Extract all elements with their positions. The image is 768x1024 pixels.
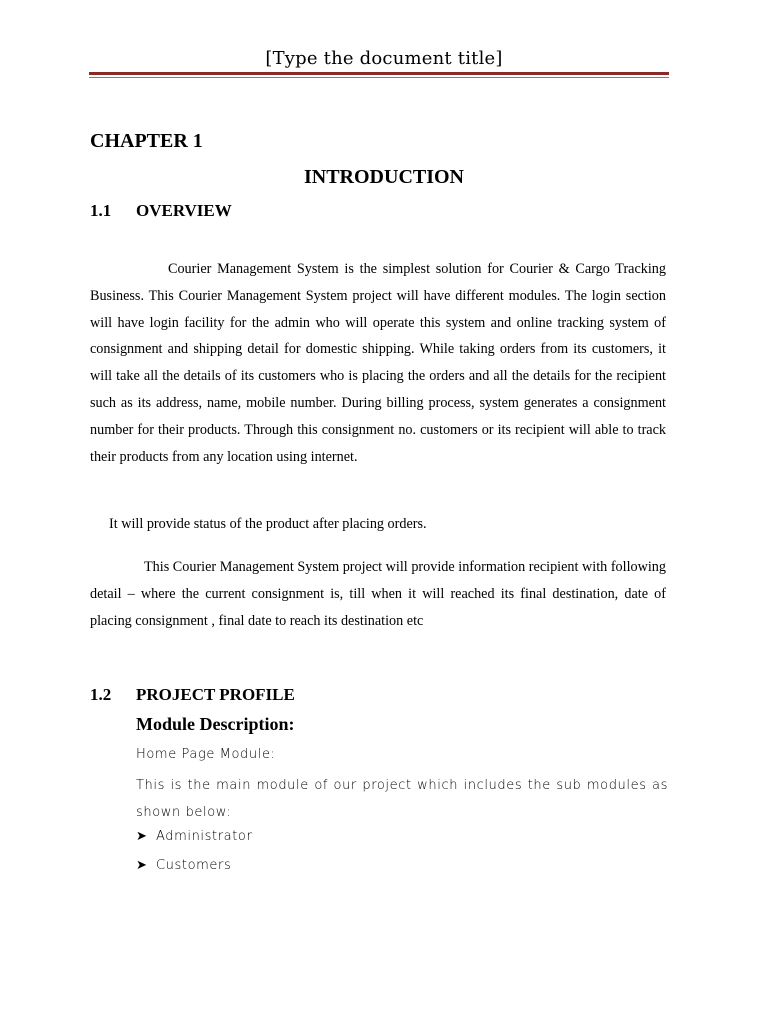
chapter-heading: INTRODUCTION	[303, 166, 465, 188]
bullet-label-administrator: Administrator	[156, 829, 253, 844]
bullet-label-customers: Customers	[156, 858, 232, 873]
section-title-overview: OVERVIEW	[136, 201, 232, 220]
header-rule-thin	[89, 77, 669, 78]
list-item	[136, 829, 252, 844]
home-page-module-label: Home Page Module:	[136, 747, 276, 762]
arrow-bullet-icon: ➤	[136, 858, 148, 873]
main-module-description: This is the main module of our project which includes the sub modules as shown below:	[136, 778, 668, 820]
module-description-heading: Module Description:	[136, 714, 295, 734]
arrow-bullet-icon: ➤	[136, 829, 148, 844]
section-number-overview: 1.1	[90, 201, 112, 220]
chapter-label: CHAPTER 1	[90, 130, 203, 152]
header-rule-thick	[89, 72, 669, 75]
document-header-title[interactable]: [Type the document title]	[265, 48, 503, 69]
list-item	[136, 858, 231, 873]
overview-paragraph-2: It will provide status of the product after placing orders.	[109, 516, 427, 532]
section-number-profile: 1.2	[90, 685, 112, 704]
overview-paragraph-3: This Courier Management System project will provide information recipient with following detail – where the current consignment is, till when it will reached its final destination, date of placing consignment , final date to reach its destination etc	[90, 559, 666, 629]
overview-paragraph-1: Courier Management System is the simplest solution for Courier & Cargo Tracking Business. This Courier Management System project will have different modules. The login section will have login facility for the admin who will operate this system and online tracking system of consignment and shipping detail for domestic shipping. While taking orders from its customers, it will take all the details of its customers who is placing the orders and all the details for the recipient such as its address, name, mobile number. During billing process, system generates a consignment number for their products. Through this consignment no. customers or its recipient will able to track their products from any location using internet.	[90, 261, 666, 465]
section-title-profile: PROJECT PROFILE	[136, 685, 295, 704]
